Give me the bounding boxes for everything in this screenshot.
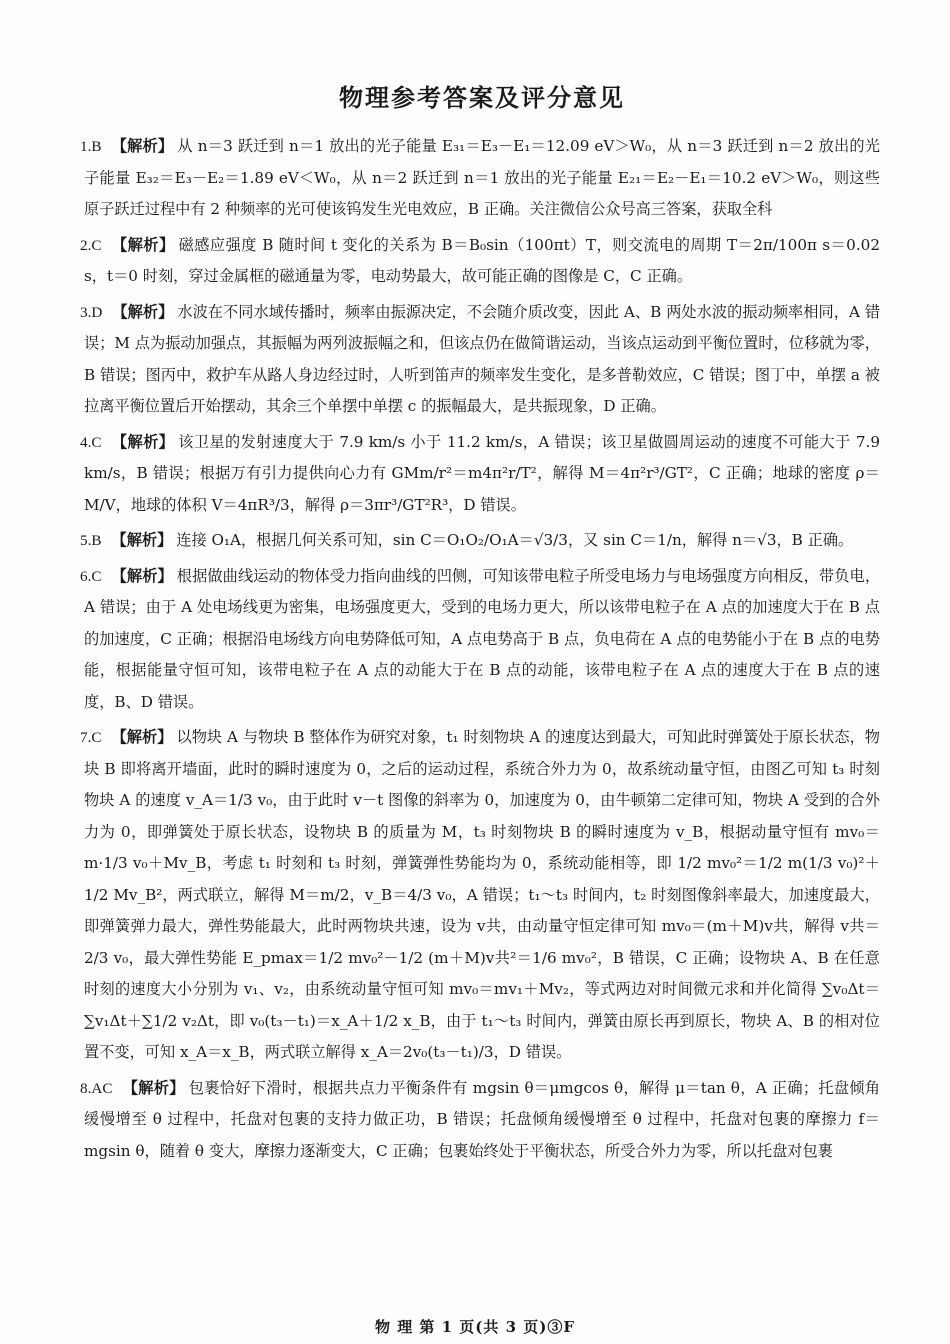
analysis-tag: 【解析】 [122,1078,185,1097]
answer-item [80,561,881,719]
answer-item [80,722,880,1069]
answer-text: 该卫星的发射速度大于 7.9 km/s 小于 11.2 km/s，A 错误；该卫星做圆周运动的速度不可能大于 7.9 km/s，B 错误；根据万有引力提供向心力有 GMm/r²＝m4π²r/T²，解得 M＝4π²r³/GT²，C 正确；地球的密度 ρ＝M/V，地球的体积 V＝4πR³/3，解得 ρ＝3πr³/GT²R³，D 错误。 [84,432,880,514]
analysis-tag: 【解析】 [111,728,173,746]
answer-item [80,131,880,226]
answer-item [80,230,880,293]
answer-number: 1.B [80,138,102,155]
analysis-tag: 【解析】 [111,137,174,155]
answer-text: 水波在不同水域传播时，频率由振源决定，不会随介质改变，因此 A、B 两处水波的振动频率相同，A 错误；M 点为振动加强点，其振幅为两列波振幅之和，但该点仍在做简谐运动，当该点运动到平衡位置时，位移就为零，B 错误；图丙中，救护车从路人身边经过时，人听到笛声的频率发生变化，是多普勒效应，C 错误；图丁中，单摆 a 被拉离平衡位置后开始摆动，其余三个单摆中单摆 c 的振幅最大，是共振现象，D 正确。 [84,302,881,415]
answer-item [80,297,881,423]
answer-number: 2.C [80,236,102,254]
analysis-tag: 【解析】 [111,531,173,549]
answer-text: 以物块 A 与物块 B 整体作为研究对象，t₁ 时刻物块 A 的速度达到最大，可知此时弹簧处于原长状态，物块 B 即将离开墙面，此时的瞬时速度为 0，之后的运动过程，系统合外力为 0，故系统动量守恒，由图乙可知 t₃ 时刻物块 A 的速度 v_A＝1/3 v₀，由于此时 v－t 图像的斜率为 0，加速度为 0，由牛顿第二定律可知，物块 A 受到的合外力为 0，即弹簧处于原长状态，设物块 B 的质量为 M，t₃ 时刻物块 B 的瞬时速度为 v_B，根据动量守恒有 mv₀＝m·1/3 v₀＋Mv_B，考虑 t₁ 时刻和 t₃ 时刻，弹簧弹性势能均为 0，系统动能相等，即 1/2 mv₀²＝1/2 m(1/3 v₀)²＋1/2 Mv_B²，两式联立，解得 M＝m/2，v_B＝4/3 v₀，A 错误；t₁～t₃ 时间内，t₂ 时刻图像斜率最大，加速度最大，即弹簧弹力最大，弹性势能最大，此时两物块共速，设为 v共，由动量守恒定律可知 mv₀＝(m＋M)v共，解得 v共＝2/3 v₀，最大弹性势能 E_pmax＝1/2 mv₀²－1/2 (m＋M)v共²＝1/6 mv₀²，B 错误，C 正确；设物块 A、B 在任意时刻的速度大小分别为 v₁、v₂，由系统动量守恒可知 mv₀＝mv₁＋Mv₂，等式两边对时间微元求和并化简得 ∑v₀Δt＝∑v₁Δt＋∑1/2 v₂Δt，即 v₀(t₃－t₁)＝x_A＋1/2 x_B，由于 t₁～t₃ 时间内，弹簧由原长再到原长，物块 A、B 的相对位置不变，可知 x_A＝x_B，两式联立解得 x_A＝2v₀(t₃－t₁)/3，D 错误。 [84,728,880,1061]
answer-number: 5.B [80,532,102,549]
answer-number: 7.C [80,729,102,746]
answer-text: 磁感应强度 B 随时间 t 变化的关系为 B＝B₀sin（100πt）T，则交流电的周期 T＝2π/100π s＝0.02 s，t＝0 时刻，穿过金属框的磁通量为零，电动势最大，故可能正确的图像是 C，C 正确。 [84,235,880,285]
analysis-tag: 【解析】 [111,566,173,585]
answer-number: 3.D [80,303,103,321]
answer-item [80,525,880,557]
answer-number: 8.AC [80,1079,113,1097]
page-title: 物理参考答案及评分意见 [339,84,625,112]
answer-item [80,1073,880,1168]
answer-number: 4.C [80,433,102,451]
answer-text: 包裹恰好下滑时，根据共点力平衡条件有 mgsin θ＝μmgcos θ，解得 μ＝tan θ，A 正确；托盘倾角缓慢增至 θ 过程中，托盘对包裹的支持力做正功，B 错误；托盘倾角缓慢增至 θ 过程中，托盘对包裹的摩擦力 f＝mgsin θ，随着 θ 变大，摩擦力逐渐变大，C 正确；包裹始终处于平衡状态，所受合外力为零，所以托盘对包裹 [84,1078,880,1160]
answer-text: 根据做曲线运动的物体受力指向曲线的凹侧，可知该带电粒子所受电场力与电场强度方向相反，带负电，A 错误；由于 A 处电场线更为密集，电场强度更大，受到的电场力更大，所以该带电粒子在 A 点的加速度大于在 B 点的加速度，C 正确；根据沿电场线方向电势降低可知，A 点电势高于 B 点，负电荷在 A 点的电势能小于在 B 点的电势能，根据能量守恒可知，该带电粒子在 A 点的动能大于在 B 点的动能，该带电粒子在 A 点的速度大于在 B 点的速度，B、D 错误。 [84,566,881,711]
answer-item [80,427,880,522]
page-footer: 物 理 第 1 页(共 3 页)③F [374,1318,576,1336]
answer-text: 从 n＝3 跃迁到 n＝1 放出的光子能量 E₃₁＝E₃－E₁＝12.09 eV＞W₀，从 n＝3 跃迁到 n＝2 放出的光子能量 E₃₂＝E₃－E₂＝1.89 eV＜W₀，从 n＝2 跃迁到 n＝1 放出的光子能量 E₂₁＝E₂－E₁＝10.2 eV＞W₀，则这些原子跃迁过程中有 2 种频率的光可使该钨发生光电效应，B 正确。关注微信公众号高三答案，获取全科 [84,137,880,218]
analysis-tag: 【解析】 [111,235,175,254]
answer-number: 6.C [80,567,102,585]
answer-text: 连接 O₁A，根据几何关系可知，sin C＝O₁O₂/O₁A＝√3/3，又 sin C＝1/n，解得 n＝√3，B 正确。 [176,531,854,549]
analysis-tag: 【解析】 [111,432,175,451]
analysis-tag: 【解析】 [112,302,174,321]
